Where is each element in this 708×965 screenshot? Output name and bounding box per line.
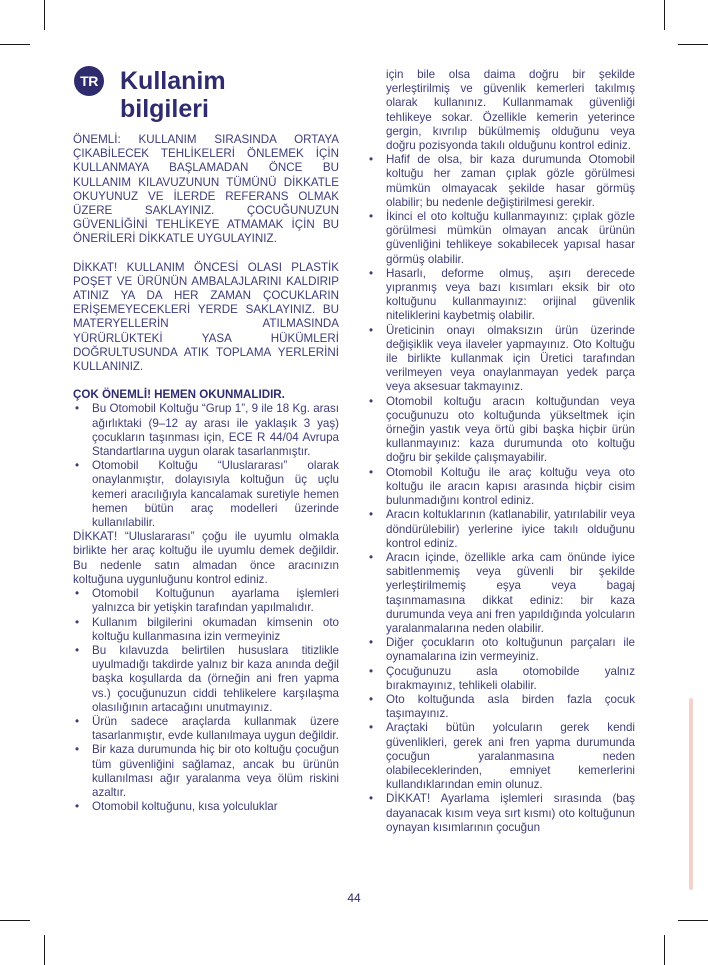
- crop-mark: [664, 935, 665, 965]
- crop-mark: [44, 935, 45, 965]
- list-item: • Otomobil Koltuğunun ayarlama işlemleri yalnızca bir yetişkin tarafından yapılmalıdır.: [73, 587, 339, 615]
- bullet-list: [367, 153, 635, 835]
- list-item: • Ürün sadece araçlarda kullanmak üzere tasarlanmıştır, evde kullanılmaya uygun değildir.: [73, 715, 339, 743]
- crop-mark: [678, 44, 708, 45]
- list-item: • Oto koltuğunda asla birden fazla çocuk taşımayınız.: [367, 693, 635, 721]
- list-item: • Bu kılavuzda belirtilen hususlara titizlikle uyulmadığı takdirde yalnız bir kaza anında değil başka koşullarda da (örneğin ani fren yapma vs.) çocuğunuzun ciddi tehlikelere karşılaşma olasılığının artacağını unutmayınız.: [73, 644, 339, 715]
- language-badge: TR: [74, 66, 104, 96]
- page-title: [120, 67, 340, 123]
- list-item: • Otomobil Koltuğu ile araç koltuğu veya oto koltuğu ile aracın kapısı arasında hiçbir cisim bulunmadığını kontrol ediniz.: [367, 466, 635, 509]
- list-item: • Hasarlı, deforme olmuş, aşırı derecede yıpranmış veya bazı kısımları eksik bir oto koltuğunu kullanmayınız: orijinal güvenlik niteliklerini kaybetmiş olabilir.: [367, 267, 635, 324]
- list-item: • Aracın içinde, özellikle arka cam önünde iyice sabitlenmemiş veya güvenli bir şekilde yerleştirilmemiş eşya veya bagaj taşınmamasına dikkat ediniz: bir kaza durumunda veya ani fren yapıldığında yolcuların yaralanmalarına neden olabilir.: [367, 551, 635, 636]
- side-accent-bar: [689, 698, 693, 890]
- list-item: • Otomobil Koltuğu “Uluslararası” olarak onaylanmıştır, dolayısıyla koltuğun üç uçlu kemeri aracılığıyla kancalamak suretiyle hemen hemen bütün araç modelleri üzerinde kullanılabilir.: [73, 459, 339, 530]
- list-item: • DİKKAT! Ayarlama işlemleri sırasında (baş dayanacak kısım veya sırt kısmı) oto koltuğunun oynayan kısımlarının çocuğun: [367, 792, 635, 835]
- bullet-list: [73, 402, 339, 530]
- note-paragraph: DİKKAT! “Uluslararası” çoğu ile uyumlu olmakla birlikte her araç koltuğu ile uyumlu demek değildir. Bu nedenle satın almadan önce aracınızın koltuğuna uygunluğunu kontrol ediniz.: [73, 530, 339, 586]
- continued-paragraph: için bile olsa daima doğru bir şekilde yerleştirilmiş ve güvenlik kemerleri takılmış olarak kullanınız. Kullanmamak güvenliği tehlikeye sokar. Özellikle kemerin yeterince gergin, kıvrılıp bükülmemiş olduğunu veya doğru pozisyonda takılı olduğunu kontrol ediniz.: [386, 68, 635, 153]
- title-line: bilgileri: [120, 95, 209, 123]
- list-item: • Hafif de olsa, bir kaza durumunda Otomobil koltuğu her zaman çıplak gözle görülmesi mümkün olmayacak şekilde hasar görmüş olabilir; bu nedenle değiştirilmesi gerekir.: [367, 153, 635, 210]
- list-item: • Otomobil koltuğu aracın koltuğundan veya çocuğunuzu oto koltuğunda yükseltmek için örneğin yastık veya örtü gibi başka hiçbir ürün kullanmayınız: kaza durumunda oto koltuğu doğru bir şekilde çalışmayabilir.: [367, 395, 635, 466]
- warning-paragraph: DİKKAT! KULLANIM ÖNCESİ OLASI PLASTİK POŞET VE ÜRÜNÜN AMBALAJLARINI KALDIRIP ATINIZ YA DA HER ZAMAN ÇOCUKLARIN ERİŞEMEYECEKLERİ YERDE SAKLAYINIZ. BU MATERYELLERİN ATILMASINDA YÜRÜRLÜKTEKİ YASA HÜKÜMLERİ DOĞRULTUSUNDA ATIK TOPLAMA YERLERİNİ KULLANINIZ.: [73, 260, 339, 374]
- list-item: • Diğer çocukların oto koltuğunun parçaları ile oynamalarına izin vermeyiniz.: [367, 636, 635, 664]
- crop-mark: [44, 0, 45, 30]
- title-line: Kullanim: [120, 67, 226, 95]
- list-item: • Kullanım bilgilerini okumadan kimsenin oto koltuğu kullanmasına izin vermeyiniz: [73, 616, 339, 644]
- list-item: • Araçtaki bütün yolcuların gerek kendi güvenlikleri, gerek ani fren yapma durumunda çocuğun yaralanmasına neden olabileceklerinden, emniyet kemerlerini kullandıklarından emin olunuz.: [367, 721, 635, 792]
- list-item: • Bu Otomobil Koltuğu “Grup 1”, 9 ile 18 Kg. arası ağırlıktaki (9–12 ay arası ile yaklaşık 3 yaş) çocukların taşınması için, ECE R 44/04 Avrupa Standartlarına uygun olarak tasarlanmıştır.: [73, 402, 339, 459]
- list-item: • Bir kaza durumunda hiç bir oto koltuğu çocuğun tüm güvenliğini sağlamaz, ancak bu ürünün kullanılması ağır yaralanma veya ölüm riskini azaltır.: [73, 743, 339, 800]
- right-column: [367, 68, 635, 835]
- section-heading: ÇOK ÖNEMLİ! HEMEN OKUNMALIDIR.: [73, 388, 285, 402]
- crop-mark: [0, 44, 30, 45]
- page-number: 44: [347, 891, 361, 905]
- list-item: • Otomobil koltuğunu, kısa yolculuklar: [73, 800, 339, 814]
- crop-mark: [0, 920, 30, 921]
- list-item: • Çocuğunuzu asla otomobilde yalnız bırakmayınız, tehlikeli olabilir.: [367, 665, 635, 693]
- list-item: • Üreticinin onayı olmaksızın ürün üzerinde değişiklik veya ilaveler yapmayınız. Oto Koltuğu ile birlikte kullanmak için Üretici tarafından verilmeyen veya onaylanmayan yedek parça veya aksesuar takmayınız.: [367, 324, 635, 395]
- important-paragraph: ÖNEMLİ: KULLANIM SIRASINDA ORTAYA ÇIKABİLECEK TEHLİKELERİ ÖNLEMEK İÇİN KULLANMAYA BAŞLAMADAN ÖNCE BU KULLANIM KILAVUZUNUN TÜMÜNÜ DİKKATLE OKUYUNUZ VE İLERDE REFERANS OLMAK ÜZERE SAKLAYINIZ. ÇOCUĞUNUZUN GÜVENLİĞİNİ TEHLİKEYE ATMAMAK İÇİN BU ÖNERİLERİ DİKKATLE UYGULAYINIZ.: [73, 133, 339, 246]
- crop-mark: [678, 920, 708, 921]
- left-column: [73, 133, 339, 814]
- list-item: • İkinci el oto koltuğu kullanmayınız: çıplak gözle görülmesi mümkün olmayan ancak ürünün güvenliğini tehlikeye sokabilecek yapısal hasar görmüş olabilir.: [367, 210, 635, 267]
- crop-mark: [664, 0, 665, 30]
- bullet-list: [73, 587, 339, 814]
- list-item: • Aracın koltuklarının (katlanabilir, yatırılabilir veya döndürülebilir) yerlerine iyice takılı olduğunu kontrol ediniz.: [367, 508, 635, 551]
